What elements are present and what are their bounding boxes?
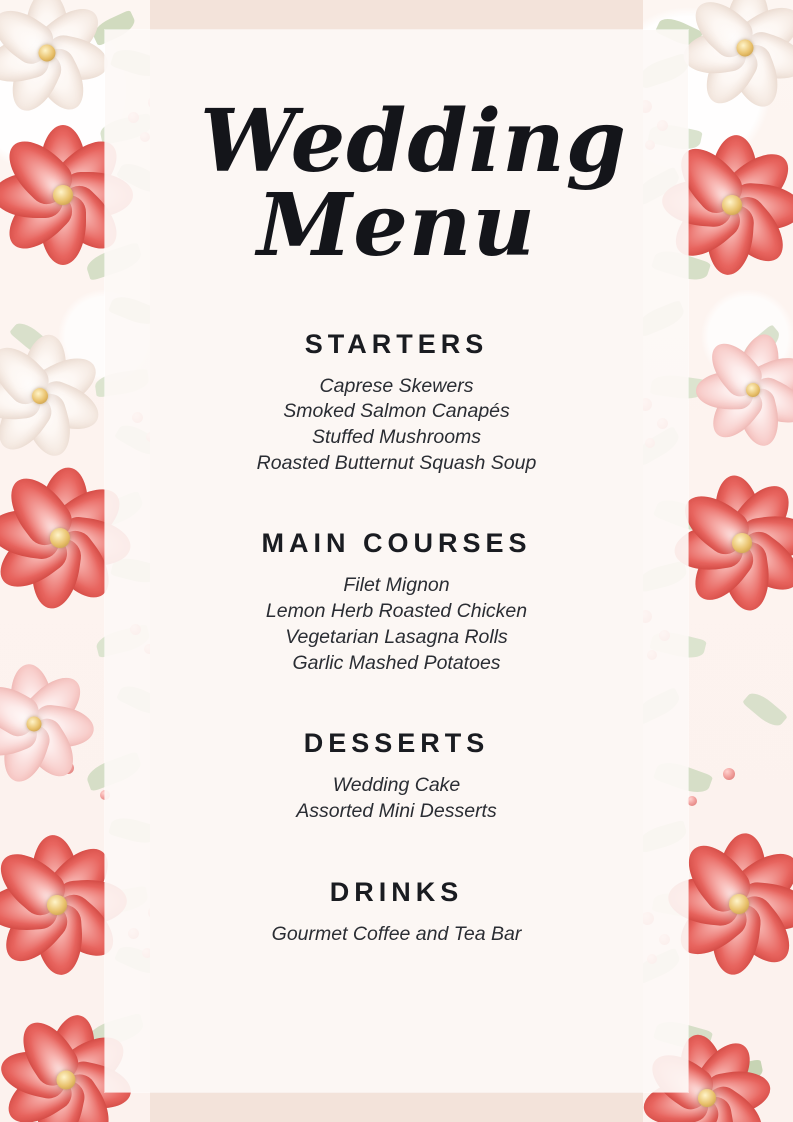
page-title-line-1: Wedding: [200, 91, 627, 192]
section-heading-main-courses: MAIN COURSES: [261, 528, 532, 559]
menu-section-desserts: [200, 728, 593, 824]
menu-section-main-courses: [200, 528, 593, 676]
menu-item: Smoked Salmon Canapés: [283, 400, 510, 423]
menu-item: Filet Mignon: [343, 574, 450, 597]
flower-white-decoration: [0, 0, 112, 118]
menu-item: Assorted Mini Desserts: [296, 800, 497, 823]
menu-content: [200, 30, 627, 948]
menu-item: Lemon Herb Roasted Chicken: [265, 600, 528, 623]
section-heading-drinks: DRINKS: [329, 876, 464, 907]
menu-item: Roasted Butternut Squash Soup: [256, 451, 537, 474]
menu-item: Garlic Mashed Potatoes: [292, 651, 501, 674]
section-heading-desserts: DESSERTS: [303, 728, 490, 759]
menu-section-starters: [200, 329, 593, 477]
section-heading-starters: STARTERS: [304, 328, 489, 359]
menu-item: Gourmet Coffee and Tea Bar: [271, 922, 522, 945]
menu-item: Caprese Skewers: [319, 374, 474, 397]
flower-pink-decoration: [693, 330, 793, 450]
menu-section-drinks: [200, 877, 593, 948]
page-title-line-2: Menu: [257, 175, 536, 277]
menu-item: Stuffed Mushrooms: [311, 426, 482, 448]
flower-pink-decoration: [0, 660, 98, 788]
flower-white-decoration: [0, 330, 106, 462]
page-title: [200, 30, 627, 277]
menu-item: Wedding Cake: [332, 774, 461, 797]
menu-card: [105, 30, 688, 1092]
flower-white-decoration: [679, 0, 793, 114]
menu-item: Vegetarian Lasagna Rolls: [285, 625, 508, 648]
